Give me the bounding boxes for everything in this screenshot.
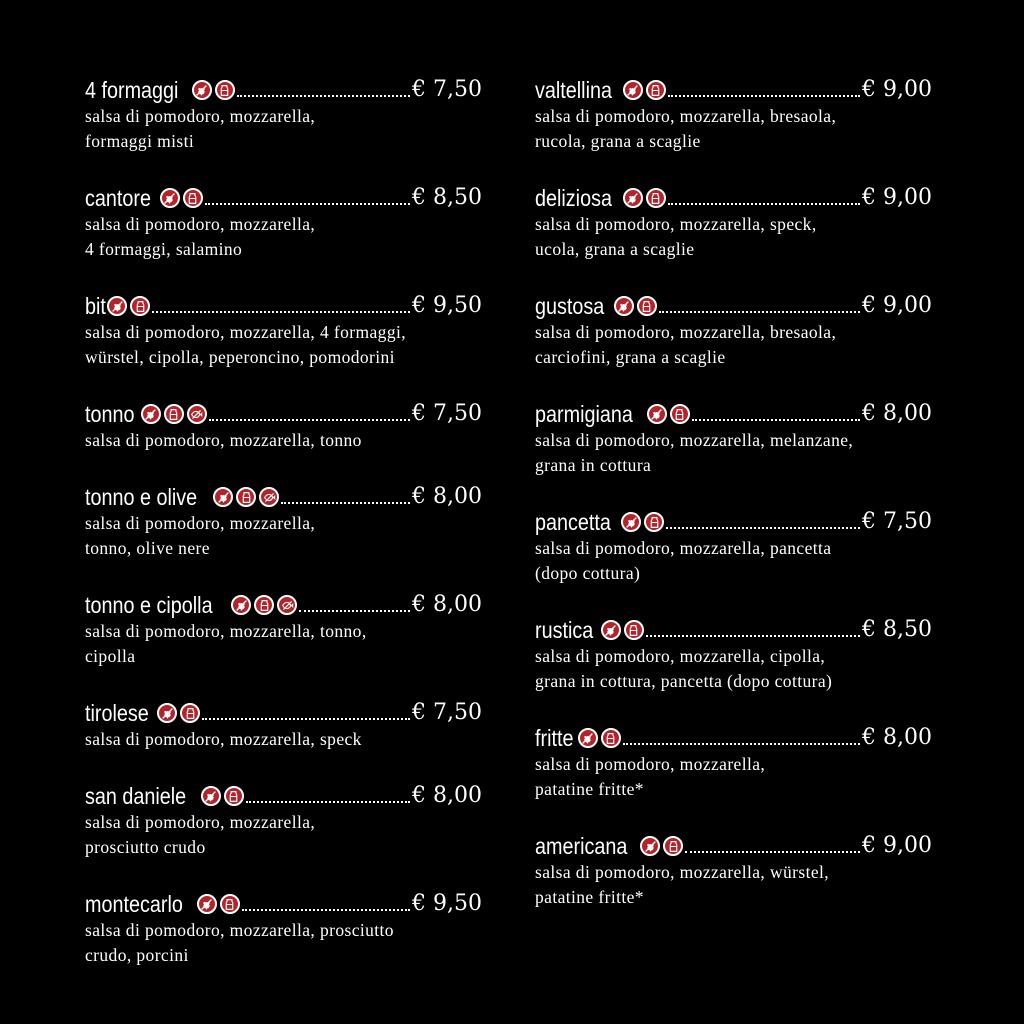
item-name: parmigiana [535, 401, 633, 427]
item-price: € 7,50 [412, 700, 482, 725]
menu-item [85, 284, 482, 370]
item-name: valtellina [535, 77, 612, 103]
dot-leader [205, 203, 410, 205]
no-gluten-icon [647, 404, 667, 424]
item-price: € 9,50 [412, 891, 482, 916]
allergen-icons [141, 404, 207, 424]
no-gluten-icon [192, 80, 212, 100]
item-description: grana in cottura [535, 455, 652, 475]
allergen-icons [157, 703, 200, 723]
item-price: € 7,50 [412, 401, 482, 426]
allergen-icons [160, 188, 203, 208]
dot-leader [246, 801, 410, 803]
menu-item [85, 882, 482, 968]
allergen-icons [213, 487, 279, 507]
no-gluten-icon [157, 703, 177, 723]
allergen-icons [640, 836, 683, 856]
item-description: salsa di pomodoro, mozzarella, 4 formaggi, [85, 322, 407, 342]
item-description: salsa di pomodoro, mozzarella, [85, 214, 316, 234]
item-price: € 8,50 [862, 617, 932, 642]
item-description: 4 formaggi, salamino [85, 239, 243, 259]
menu-item [85, 176, 482, 262]
dairy-icon [601, 728, 621, 748]
dot-leader [623, 743, 860, 745]
item-description: formaggi misti [85, 131, 195, 151]
dot-leader [668, 95, 861, 97]
menu-item [535, 176, 932, 262]
item-description: crudo, porcini [85, 945, 189, 965]
item-description: patatine fritte* [535, 887, 644, 907]
allergen-icons [623, 188, 666, 208]
menu-item-header [535, 284, 932, 320]
item-price: € 9,00 [862, 185, 932, 210]
allergen-icons [647, 404, 690, 424]
item-price: € 8,00 [412, 592, 482, 617]
no-gluten-icon [621, 512, 641, 532]
item-price: € 9,00 [862, 77, 932, 102]
item-name: bit [85, 293, 106, 319]
no-gluten-icon [141, 404, 161, 424]
no-gluten-icon [197, 894, 217, 914]
item-price: € 8,00 [862, 401, 932, 426]
no-gluten-icon [640, 836, 660, 856]
menu-item-header [85, 475, 482, 511]
item-price: € 8,00 [862, 725, 932, 750]
allergen-icons [107, 296, 150, 316]
dot-leader [209, 419, 410, 421]
item-description: salsa di pomodoro, mozzarella, [535, 754, 766, 774]
menu-item-header [535, 716, 932, 752]
item-price: € 8,00 [412, 783, 482, 808]
menu-item-header [535, 608, 932, 644]
item-description: prosciutto crudo [85, 837, 206, 857]
item-description: salsa di pomodoro, mozzarella, cipolla, [535, 646, 826, 666]
item-description: patatine fritte* [535, 779, 644, 799]
dairy-icon [180, 703, 200, 723]
item-name: 4 formaggi [85, 77, 179, 103]
no-gluten-icon [623, 188, 643, 208]
item-name: cantore [85, 185, 151, 211]
menu-item [535, 608, 932, 694]
no-gluten-icon [107, 296, 127, 316]
no-gluten-icon [614, 296, 634, 316]
item-description: salsa di pomodoro, mozzarella, bresaola, [535, 322, 837, 342]
dairy-icon [637, 296, 657, 316]
dairy-icon [624, 620, 644, 640]
item-description: salsa di pomodoro, mozzarella, würstel, [535, 862, 830, 882]
menu-item-header [85, 392, 482, 428]
menu-item [535, 392, 932, 478]
item-description: grana in cottura, pancetta (dopo cottura) [535, 671, 833, 691]
dot-leader [202, 718, 410, 720]
item-description: salsa di pomodoro, mozzarella, prosciutto [85, 920, 394, 940]
menu-item-header [535, 176, 932, 212]
menu-item-header [535, 500, 932, 536]
dot-leader [152, 311, 410, 313]
item-name: tonno e olive [85, 484, 198, 510]
menu-item-header [85, 176, 482, 212]
menu-item [85, 475, 482, 561]
dairy-icon [183, 188, 203, 208]
fish-icon [277, 595, 297, 615]
dairy-icon [130, 296, 150, 316]
item-description: salsa di pomodoro, mozzarella, speck [85, 729, 362, 749]
item-price: € 8,50 [412, 185, 482, 210]
item-description: ucola, grana a scaglie [535, 239, 695, 259]
dot-leader [692, 419, 860, 421]
dairy-icon [254, 595, 274, 615]
item-price: € 9,00 [862, 293, 932, 318]
allergen-icons [623, 80, 666, 100]
no-gluten-icon [601, 620, 621, 640]
item-description: salsa di pomodoro, mozzarella, [85, 106, 316, 126]
item-price: € 9,00 [862, 833, 932, 858]
item-price: € 9,50 [412, 293, 482, 318]
dot-leader [281, 502, 410, 504]
dot-leader [668, 203, 861, 205]
item-name: gustosa [535, 293, 605, 319]
no-gluten-icon [213, 487, 233, 507]
dot-leader [646, 635, 860, 637]
allergen-icons [614, 296, 657, 316]
dairy-icon [644, 512, 664, 532]
menu-item [85, 774, 482, 860]
item-price: € 8,00 [412, 484, 482, 509]
menu-item [85, 583, 482, 669]
item-description: carciofini, grana a scaglie [535, 347, 726, 367]
menu-item-header [535, 68, 932, 104]
menu-item-header [535, 392, 932, 428]
item-description: salsa di pomodoro, mozzarella, tonno, [85, 621, 367, 641]
dot-leader [299, 610, 410, 612]
fish-icon [187, 404, 207, 424]
menu-item-header [85, 882, 482, 918]
item-description: cipolla [85, 646, 136, 666]
dot-leader [237, 95, 410, 97]
dairy-icon [646, 188, 666, 208]
item-description: salsa di pomodoro, mozzarella, tonno [85, 430, 362, 450]
no-gluten-icon [201, 786, 221, 806]
allergen-icons [621, 512, 664, 532]
item-description: salsa di pomodoro, mozzarella, speck, [535, 214, 817, 234]
item-name: fritte [535, 725, 574, 751]
item-description: rucola, grana a scaglie [535, 131, 701, 151]
item-name: rustica [535, 617, 594, 643]
no-gluten-icon [623, 80, 643, 100]
menu-item [535, 824, 932, 910]
menu-item-header [85, 284, 482, 320]
dairy-icon [215, 80, 235, 100]
item-price: € 7,50 [412, 77, 482, 102]
item-description: (dopo cottura) [535, 563, 641, 583]
menu-item [85, 392, 482, 453]
allergen-icons [201, 786, 244, 806]
no-gluten-icon [231, 595, 251, 615]
dairy-icon [670, 404, 690, 424]
menu-item [535, 500, 932, 586]
dairy-icon [224, 786, 244, 806]
item-name: americana [535, 833, 628, 859]
dot-leader [659, 311, 860, 313]
allergen-icons [601, 620, 644, 640]
menu-item-header [535, 824, 932, 860]
item-description: salsa di pomodoro, mozzarella, melanzane, [535, 430, 854, 450]
item-description: salsa di pomodoro, mozzarella, pancetta [535, 538, 832, 558]
item-name: montecarlo [85, 891, 183, 917]
item-description: salsa di pomodoro, mozzarella, [85, 513, 316, 533]
menu-item [85, 68, 482, 154]
dot-leader [242, 909, 410, 911]
item-description: tonno, olive nere [85, 538, 210, 558]
dairy-icon [164, 404, 184, 424]
menu-item [535, 284, 932, 370]
allergen-icons [197, 894, 240, 914]
menu-item [535, 68, 932, 154]
item-name: tonno [85, 401, 135, 427]
menu-item-header [85, 691, 482, 727]
dairy-icon [663, 836, 683, 856]
item-description: salsa di pomodoro, mozzarella, [85, 812, 316, 832]
item-name: deliziosa [535, 185, 612, 211]
allergen-icons [578, 728, 621, 748]
item-description: salsa di pomodoro, mozzarella, bresaola, [535, 106, 837, 126]
menu-item-header [85, 774, 482, 810]
dot-leader [666, 527, 860, 529]
no-gluten-icon [160, 188, 180, 208]
allergen-icons [231, 595, 297, 615]
item-name: tonno e cipolla [85, 592, 213, 618]
item-name: san daniele [85, 783, 187, 809]
dairy-icon [646, 80, 666, 100]
menu-item [535, 716, 932, 802]
allergen-icons [192, 80, 235, 100]
item-name: tirolese [85, 700, 149, 726]
menu-item-header [85, 583, 482, 619]
menu-item-header [85, 68, 482, 104]
item-description: würstel, cipolla, peperoncino, pomodorini [85, 347, 395, 367]
item-price: € 7,50 [862, 509, 932, 534]
menu-item [85, 691, 482, 752]
dot-leader [685, 851, 860, 853]
item-name: pancetta [535, 509, 611, 535]
dairy-icon [220, 894, 240, 914]
no-gluten-icon [578, 728, 598, 748]
fish-icon [259, 487, 279, 507]
dairy-icon [236, 487, 256, 507]
